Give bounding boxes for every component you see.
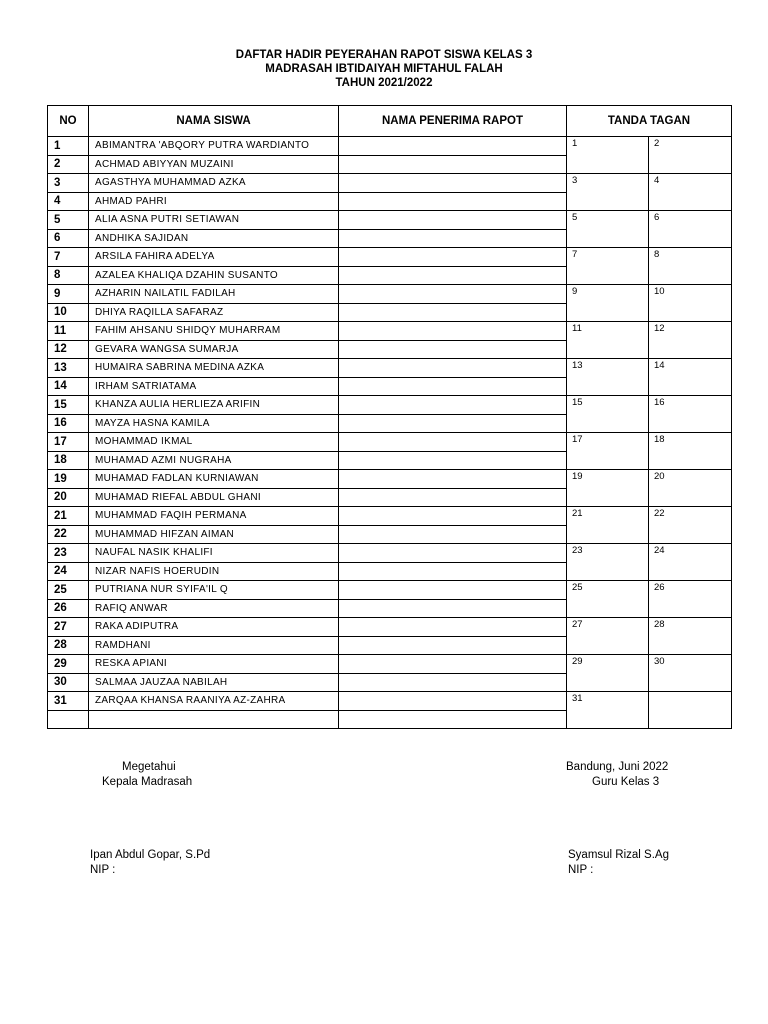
recipient-name-cell bbox=[339, 692, 567, 711]
signature-cell-odd: 25 bbox=[567, 581, 649, 618]
recipient-name-cell bbox=[339, 322, 567, 341]
signature-cell-odd: 15 bbox=[567, 396, 649, 433]
recipient-name-cell bbox=[339, 581, 567, 600]
student-name: MUHAMAD RIEFAL ABDUL GHANI bbox=[89, 488, 339, 507]
recipient-name-cell bbox=[339, 285, 567, 304]
student-name: RAFIQ ANWAR bbox=[89, 599, 339, 618]
recipient-name-cell bbox=[339, 192, 567, 211]
signature-cell-even: 30 bbox=[649, 655, 732, 692]
table-row bbox=[48, 359, 732, 378]
signature-cell-odd: 17 bbox=[567, 433, 649, 470]
signature-cell-odd: 5 bbox=[567, 211, 649, 248]
table-row bbox=[48, 618, 732, 637]
headmaster-name: Ipan Abdul Gopar, S.Pd bbox=[90, 849, 211, 861]
table-row bbox=[48, 248, 732, 267]
student-name: NIZAR NAFIS HOERUDIN bbox=[89, 562, 339, 581]
signature-cell-even: 28 bbox=[649, 618, 732, 655]
recipient-name-cell bbox=[339, 525, 567, 544]
table-row bbox=[48, 174, 732, 193]
recipient-name-cell bbox=[339, 229, 567, 248]
row-number: 11 bbox=[48, 322, 89, 341]
place-date: Bandung, Juni 2022 bbox=[566, 761, 669, 773]
signature-cell-even: 26 bbox=[649, 581, 732, 618]
student-name: RESKA APIANI bbox=[89, 655, 339, 674]
recipient-name-cell bbox=[339, 340, 567, 359]
signature-cell-even: 10 bbox=[649, 285, 732, 322]
row-number: 28 bbox=[48, 636, 89, 655]
student-name: PUTRIANA NUR SYIFA'IL Q bbox=[89, 581, 339, 600]
row-number: 31 bbox=[48, 692, 89, 711]
row-number: 16 bbox=[48, 414, 89, 433]
recipient-name-cell bbox=[339, 414, 567, 433]
col-header-no: NO bbox=[48, 106, 89, 137]
student-name bbox=[89, 710, 339, 729]
table-row bbox=[48, 396, 732, 415]
signature-cell-odd: 13 bbox=[567, 359, 649, 396]
row-number: 4 bbox=[48, 192, 89, 211]
table-row bbox=[48, 507, 732, 526]
table-row bbox=[48, 655, 732, 674]
acknowledged-label: Megetahui bbox=[122, 761, 176, 773]
recipient-name-cell bbox=[339, 377, 567, 396]
document-title-line1: DAFTAR HADIR PEYERAHAN RAPOT SISWA KELAS 3 bbox=[235, 49, 533, 61]
signature-cell-even: 24 bbox=[649, 544, 732, 581]
recipient-name-cell bbox=[339, 266, 567, 285]
student-name: ABIMANTRA 'ABQORY PUTRA WARDIANTO bbox=[89, 137, 339, 156]
signature-cell-odd: 1 bbox=[567, 137, 649, 174]
student-name: AZALEA KHALIQA DZAHIN SUSANTO bbox=[89, 266, 339, 285]
student-name: NAUFAL NASIK KHALIFI bbox=[89, 544, 339, 563]
student-name: ACHMAD ABIYYAN MUZAINI bbox=[89, 155, 339, 174]
row-number bbox=[48, 710, 89, 729]
recipient-name-cell bbox=[339, 507, 567, 526]
table-header-row bbox=[48, 106, 732, 137]
row-number: 24 bbox=[48, 562, 89, 581]
row-number: 26 bbox=[48, 599, 89, 618]
row-number: 23 bbox=[48, 544, 89, 563]
row-number: 17 bbox=[48, 433, 89, 452]
recipient-name-cell bbox=[339, 470, 567, 489]
row-number: 25 bbox=[48, 581, 89, 600]
signature-cell-odd: 21 bbox=[567, 507, 649, 544]
student-name: MUHAMAD AZMI NUGRAHA bbox=[89, 451, 339, 470]
attendance-table bbox=[47, 105, 732, 729]
row-number: 1 bbox=[48, 137, 89, 156]
recipient-name-cell bbox=[339, 655, 567, 674]
student-name: IRHAM SATRIATAMA bbox=[89, 377, 339, 396]
recipient-name-cell bbox=[339, 433, 567, 452]
row-number: 6 bbox=[48, 229, 89, 248]
signature-cell-even: 18 bbox=[649, 433, 732, 470]
table-row bbox=[48, 470, 732, 489]
recipient-name-cell bbox=[339, 248, 567, 267]
table-row bbox=[48, 581, 732, 600]
row-number: 15 bbox=[48, 396, 89, 415]
student-name: DHIYA RAQILLA SAFARAZ bbox=[89, 303, 339, 322]
teacher-title: Guru Kelas 3 bbox=[592, 776, 660, 788]
row-number: 5 bbox=[48, 211, 89, 230]
student-name: GEVARA WANGSA SUMARJA bbox=[89, 340, 339, 359]
table-row bbox=[48, 322, 732, 341]
recipient-name-cell bbox=[339, 618, 567, 637]
row-number: 12 bbox=[48, 340, 89, 359]
student-name: MOHAMMAD IKMAL bbox=[89, 433, 339, 452]
student-name: ANDHIKA SAJIDAN bbox=[89, 229, 339, 248]
signature-cell-even: 16 bbox=[649, 396, 732, 433]
document-title-line3: TAHUN 2021/2022 bbox=[335, 77, 433, 89]
row-number: 27 bbox=[48, 618, 89, 637]
signature-cell-odd: 3 bbox=[567, 174, 649, 211]
signature-cell-even bbox=[649, 692, 732, 729]
student-name: ARSILA FAHIRA ADELYA bbox=[89, 248, 339, 267]
teacher-nip: NIP : bbox=[568, 864, 594, 876]
recipient-name-cell bbox=[339, 303, 567, 322]
signature-cell-odd: 31 bbox=[567, 692, 649, 729]
row-number: 10 bbox=[48, 303, 89, 322]
headmaster-nip: NIP : bbox=[90, 864, 116, 876]
signature-cell-even: 2 bbox=[649, 137, 732, 174]
signature-cell-odd: 9 bbox=[567, 285, 649, 322]
table-row bbox=[48, 137, 732, 156]
recipient-name-cell bbox=[339, 710, 567, 729]
signature-cell-even: 12 bbox=[649, 322, 732, 359]
recipient-name-cell bbox=[339, 451, 567, 470]
col-header-signature: TANDA TAGAN bbox=[567, 106, 732, 137]
recipient-name-cell bbox=[339, 211, 567, 230]
signature-cell-odd: 23 bbox=[567, 544, 649, 581]
table-row bbox=[48, 433, 732, 452]
student-name: AHMAD PAHRI bbox=[89, 192, 339, 211]
signature-cell-even: 6 bbox=[649, 211, 732, 248]
col-header-recipient-name: NAMA PENERIMA RAPOT bbox=[339, 106, 567, 137]
recipient-name-cell bbox=[339, 155, 567, 174]
student-name: MAYZA HASNA KAMILA bbox=[89, 414, 339, 433]
signature-cell-odd: 27 bbox=[567, 618, 649, 655]
row-number: 3 bbox=[48, 174, 89, 193]
student-name: ALIA ASNA PUTRI SETIAWAN bbox=[89, 211, 339, 230]
recipient-name-cell bbox=[339, 137, 567, 156]
student-name: RAMDHANI bbox=[89, 636, 339, 655]
student-name: MUHAMMAD FAQIH PERMANA bbox=[89, 507, 339, 526]
row-number: 13 bbox=[48, 359, 89, 378]
student-name: RAKA ADIPUTRA bbox=[89, 618, 339, 637]
recipient-name-cell bbox=[339, 396, 567, 415]
table-row bbox=[48, 544, 732, 563]
row-number: 22 bbox=[48, 525, 89, 544]
signature-cell-even: 4 bbox=[649, 174, 732, 211]
recipient-name-cell bbox=[339, 562, 567, 581]
signature-cell-odd: 7 bbox=[567, 248, 649, 285]
student-name: HUMAIRA SABRINA MEDINA AZKA bbox=[89, 359, 339, 378]
recipient-name-cell bbox=[339, 488, 567, 507]
table-row bbox=[48, 692, 732, 711]
attendance-table-body bbox=[48, 137, 732, 729]
signature-cell-even: 14 bbox=[649, 359, 732, 396]
row-number: 21 bbox=[48, 507, 89, 526]
signature-cell-even: 8 bbox=[649, 248, 732, 285]
recipient-name-cell bbox=[339, 544, 567, 563]
row-number: 9 bbox=[48, 285, 89, 304]
signature-cell-odd: 11 bbox=[567, 322, 649, 359]
signature-cell-even: 20 bbox=[649, 470, 732, 507]
row-number: 18 bbox=[48, 451, 89, 470]
recipient-name-cell bbox=[339, 174, 567, 193]
row-number: 29 bbox=[48, 655, 89, 674]
row-number: 14 bbox=[48, 377, 89, 396]
recipient-name-cell bbox=[339, 673, 567, 692]
student-name: SALMAA JAUZAA NABILAH bbox=[89, 673, 339, 692]
signature-cell-odd: 29 bbox=[567, 655, 649, 692]
recipient-name-cell bbox=[339, 359, 567, 378]
headmaster-title: Kepala Madrasah bbox=[102, 776, 193, 788]
col-header-student-name: NAMA SISWA bbox=[89, 106, 339, 137]
student-name: AZHARIN NAILATIL FADILAH bbox=[89, 285, 339, 304]
student-name: KHANZA AULIA HERLIEZA ARIFIN bbox=[89, 396, 339, 415]
row-number: 19 bbox=[48, 470, 89, 489]
row-number: 2 bbox=[48, 155, 89, 174]
recipient-name-cell bbox=[339, 636, 567, 655]
recipient-name-cell bbox=[339, 599, 567, 618]
row-number: 30 bbox=[48, 673, 89, 692]
table-row bbox=[48, 211, 732, 230]
row-number: 20 bbox=[48, 488, 89, 507]
table-row bbox=[48, 285, 732, 304]
document-title-line2: MADRASAH IBTIDAIYAH MIFTAHUL FALAH bbox=[265, 63, 503, 75]
student-name: ZARQAA KHANSA RAANIYA AZ-ZAHRA bbox=[89, 692, 339, 711]
student-name: MUHAMMAD HIFZAN AIMAN bbox=[89, 525, 339, 544]
signature-cell-odd: 19 bbox=[567, 470, 649, 507]
student-name: FAHIM AHSANU SHIDQY MUHARRAM bbox=[89, 322, 339, 341]
teacher-name: Syamsul Rizal S.Ag bbox=[568, 849, 669, 861]
row-number: 8 bbox=[48, 266, 89, 285]
row-number: 7 bbox=[48, 248, 89, 267]
student-name: MUHAMAD FADLAN KURNIAWAN bbox=[89, 470, 339, 489]
signature-cell-even: 22 bbox=[649, 507, 732, 544]
student-name: AGASTHYA MUHAMMAD AZKA bbox=[89, 174, 339, 193]
